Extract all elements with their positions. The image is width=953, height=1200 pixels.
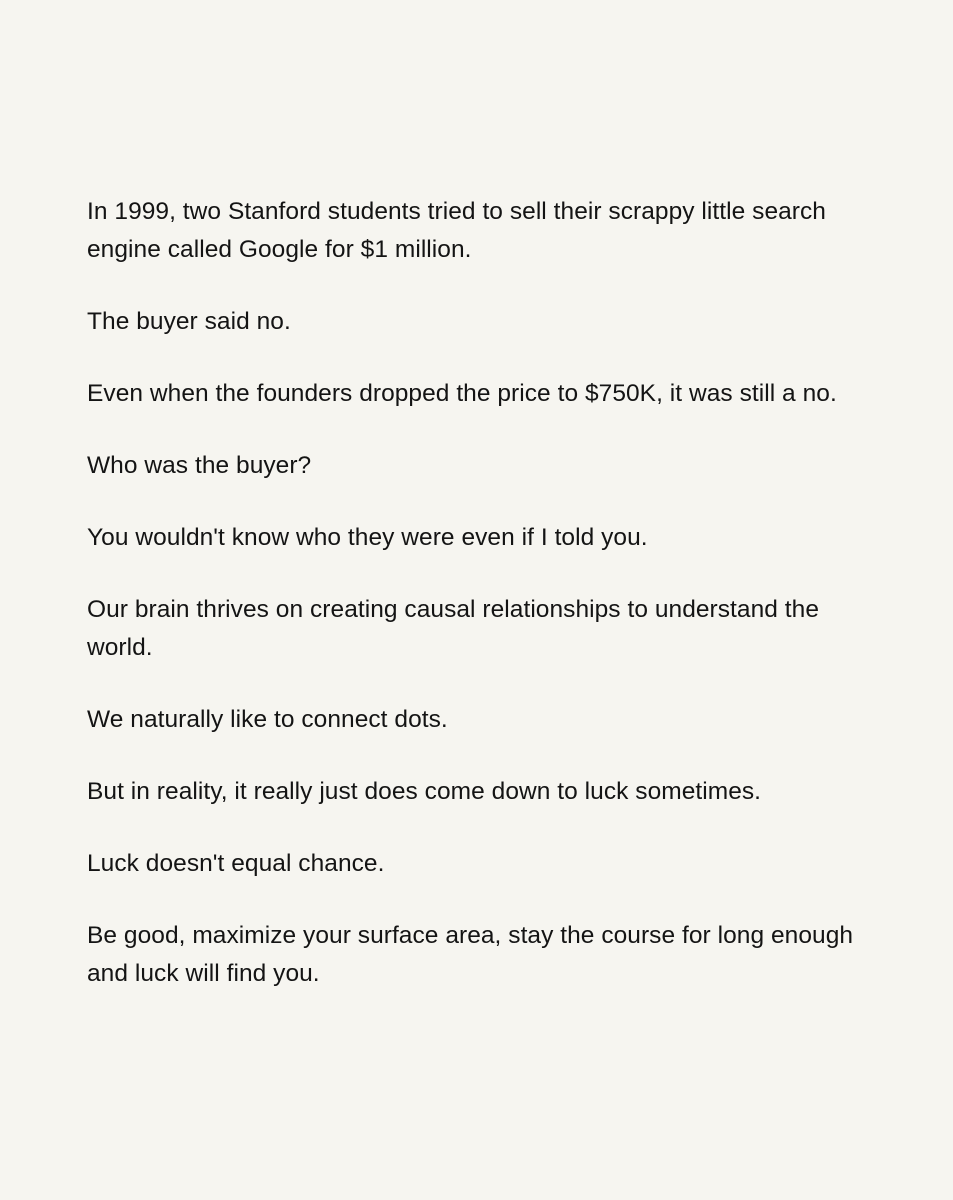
paragraph-luck-sometimes: But in reality, it really just does come down to luck sometimes. <box>87 778 762 805</box>
post-body <box>87 193 877 993</box>
paragraph-luck-not-chance: Luck doesn't equal chance. <box>87 850 385 877</box>
paragraph-google-sale: In 1999, two Stanford students tried to sell their scrappy little search engine called Google for $1 million. <box>87 198 826 263</box>
paragraph-causal-relationships: Our brain thrives on creating causal relationships to understand the world. <box>87 596 820 661</box>
paragraph-conclusion: Be good, maximize your surface area, stay the course for long enough and luck will find you. <box>87 922 854 987</box>
paragraph-connect-dots: We naturally like to connect dots. <box>87 706 448 733</box>
paragraph-who-was-buyer: Who was the buyer? <box>87 452 312 479</box>
paragraph-price-drop: Even when the founders dropped the price to $750K, it was still a no. <box>87 380 837 407</box>
paragraph-buyer-said-no: The buyer said no. <box>87 308 291 335</box>
paragraph-unknown-buyer: You wouldn't know who they were even if I told you. <box>87 524 648 551</box>
